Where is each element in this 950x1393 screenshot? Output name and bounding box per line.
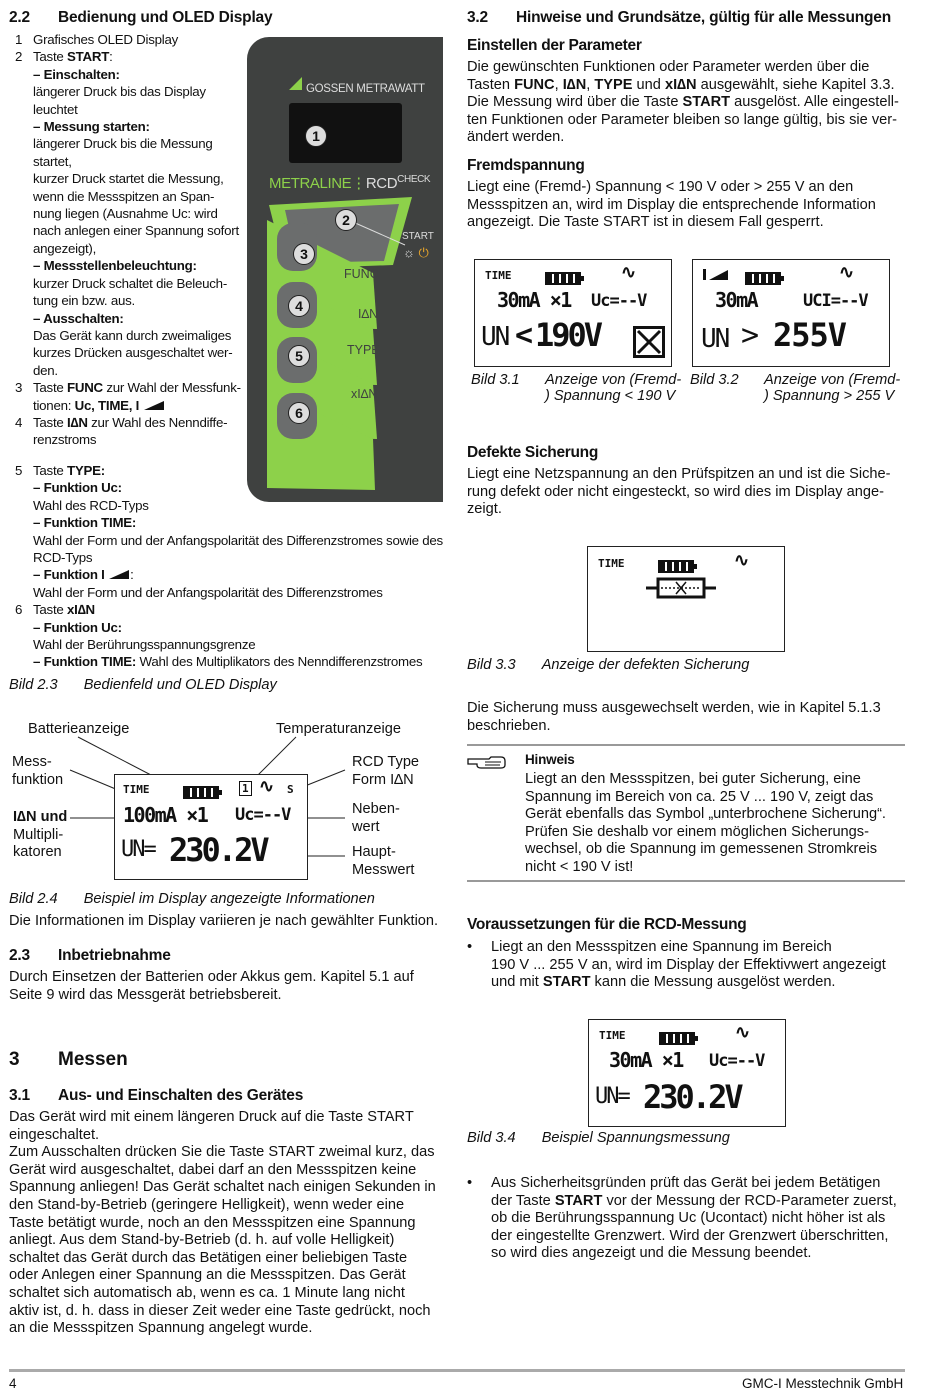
figure-text: ) Spannung < 190 V — [545, 388, 676, 404]
item-text: I∆N — [66, 414, 88, 430]
figure-text: Anzeige von (Fremd- — [545, 372, 682, 388]
item-text: – Funktion TIME: — [33, 654, 137, 670]
item-text: – Einschalten: — [33, 66, 120, 82]
subheading-parameters: Einstellen der Parameter — [467, 37, 642, 54]
paragraph-line: Liegt eine Netzspannung an den Prüfspitzen an und ist die Siche- — [467, 466, 891, 482]
paragraph-line: der eingestellte Grenzwert. Wird der Grenzwert überschritten, — [491, 1227, 889, 1244]
oled-display-3-2 — [692, 259, 890, 367]
oled-function: TIME — [123, 783, 150, 796]
item-text: kurzer Druck schaltet die Beleuch- — [33, 275, 227, 291]
oled-un: UN= — [121, 837, 155, 862]
item-number: 1 — [15, 32, 23, 47]
paragraph-line: schaltet das Gerät durch das Betätigen einer beliebigen Taste — [9, 1249, 408, 1266]
item-text: Uc, TIME, I — [74, 397, 140, 413]
label-idn — [13, 809, 67, 862]
oled-un: UN — [481, 322, 509, 352]
text: Tasten — [467, 76, 515, 93]
legend-item-3 — [9, 379, 244, 414]
figure-number: Bild 3.1 — [471, 372, 520, 388]
text: xI∆N — [664, 76, 697, 93]
item-text: nach anlegen einer Spannung sofort — [33, 223, 239, 239]
item-text: Wahl der Berührungsspannungsgrenze — [33, 637, 256, 653]
label-temperature: Temperaturanzeige — [276, 721, 401, 737]
item-text: Taste — [33, 380, 67, 396]
text: START — [554, 1192, 603, 1209]
subheading-voraussetzungen: Voraussetzungen für die RCD-Messung — [467, 916, 747, 933]
oled-main-value: 230.2V — [643, 1078, 741, 1116]
section-number: 2.3 — [9, 947, 30, 964]
item-text: – Messstellenbeleuchtung: — [33, 258, 197, 274]
paragraph-line: ob die Berührungsspannung Uc (Ucontact) nicht höher ist als — [491, 1210, 886, 1227]
paragraph-line: wechsel, ob die Spannung im gemessenen Stromkreis — [525, 841, 878, 858]
paragraph-line: Messspitzen an, wird im Display die entsprechende Information — [467, 196, 876, 213]
start-label: START — [402, 231, 434, 242]
paragraph-line: Spannung im Bereich von ca. 25 V ... 190 V, zeigt das — [525, 788, 874, 805]
oled-s: S — [287, 783, 294, 796]
oled-display-3-3 — [587, 546, 785, 652]
xidn-label: xI∆N — [351, 387, 378, 401]
section-number: 3 — [9, 1049, 20, 1070]
section-title: Messen — [58, 1049, 128, 1070]
item-text: nung liegen (Ausnahme Uc: wird — [33, 206, 218, 222]
product-label: $METRALINE⋮RCD^{CHECK}$ — [269, 174, 431, 192]
section-2-3-heading — [9, 947, 171, 965]
footer-company: GMC-I Messtechnik GmbH — [742, 1376, 904, 1391]
item-text: – Funktion TIME: — [33, 515, 137, 531]
paragraph-line: Prüfen Sie deshalb vor einem möglichen Sicherungs- — [525, 823, 869, 840]
oled-display-3-1 — [474, 259, 672, 367]
type-label: TYPE — [347, 343, 380, 357]
paragraph-line: Liegt an den Messspitzen eine Spannung im Bereich — [491, 939, 832, 955]
text: ausgelöst. Alle eingestell- — [730, 94, 899, 111]
paragraph-line: an die Messspitzen Spannung angelegt wurde. — [9, 1320, 313, 1337]
section-number: 3.1 — [9, 1087, 30, 1104]
paragraph-line: Spannung anliegen! Das Gerät schaltet nach einigen Sekunden in — [9, 1179, 436, 1196]
label-line: Multipli- — [13, 826, 64, 843]
sicherung-text — [467, 700, 881, 735]
item-number: 4 — [15, 414, 23, 430]
label-line: I∆N und — [13, 809, 68, 825]
oled-idn: 100mA ×1 — [123, 803, 208, 827]
item-text: renzstroms — [33, 432, 97, 448]
item-text: Wahl des Multiplikators des Nenndifferenzstromes — [136, 654, 423, 670]
battery-icon — [659, 1032, 695, 1045]
legend-item-6 — [9, 601, 449, 671]
paragraph-line: angezeigt. Die Taste START ist in diesem Fall gesperrt. — [467, 214, 824, 231]
item-text: wenn die Messspitzen an Span- — [33, 188, 215, 204]
item-number: 3 — [15, 380, 23, 396]
oled-greater-than: > — [741, 318, 760, 353]
item-text: zur Wahl der Messfunk- — [102, 380, 241, 396]
item-text: Taste START: — [33, 49, 113, 65]
power-icon: ⏻ — [418, 245, 429, 260]
label-main — [352, 844, 414, 879]
item-text: – Funktion Uc: — [33, 480, 122, 496]
section-title: Hinweise und Grundsätze, gültig für alle Messungen — [516, 9, 891, 26]
hint-title: Hinweis — [525, 752, 575, 767]
paragraph-line: ändert werden. — [467, 129, 565, 146]
item-text: Wahl des RCD-Typs — [33, 497, 149, 513]
section-3-1-text — [9, 1109, 436, 1338]
ramp-icon — [703, 267, 729, 281]
label-secondary — [352, 801, 400, 836]
section-3-2-heading — [467, 9, 891, 27]
text: vor der Messung der RCD-Parameter zuerst, — [602, 1192, 897, 1209]
oled-uc: Uc=--V — [709, 1051, 765, 1071]
item-text: TYPE: — [66, 463, 105, 478]
paragraph-line: Gerät wird ausgeschaltet, dabei darf an den Messspitzen keine — [9, 1161, 417, 1178]
legend-item-5: 5 Taste TYPE: – Funktion Uc: Wahl des RCD-Typs – Funktion TIME: Wahl der Form und der Anfangspolarität des Differenzstromes sowie des RCD-Typs – Funktion I : Wahl der Form und der Anfangspolarität des Differenzstromes — [9, 462, 449, 601]
text: TYPE — [594, 76, 633, 93]
item-text: Grafisches OLED Display — [33, 32, 178, 47]
product-name: METRALINE — [269, 175, 352, 192]
callout-3: 3 — [293, 243, 315, 265]
paragraph-line: oder Anlegen einer Spannung an die Messspitzen. Das Gerät — [9, 1267, 406, 1284]
item-text: xI∆N — [66, 602, 95, 618]
item-text: kurzer Druck startet die Messung, — [33, 171, 224, 187]
text: , — [554, 76, 563, 93]
item-text: – Funktion Uc: — [33, 619, 122, 635]
oled-function: TIME — [485, 269, 512, 282]
section-3-1-heading — [9, 1087, 303, 1105]
paragraph-line: 190 V ... 255 V an, wird im Display der Effektivwert angezeigt — [491, 956, 886, 973]
ac-wave-icon: ∿ — [839, 262, 855, 283]
oled-uc: Uc=--V — [591, 291, 647, 311]
text: kann die Messung ausgelöst werden. — [590, 974, 836, 991]
oled-display-2-4 — [114, 774, 308, 880]
label-line: katoren — [13, 844, 62, 861]
figure-text: ) Spannung > 255 V — [764, 388, 895, 404]
paragraph-line: Seite 9 wird das Messgerät betriebsbereit. — [9, 986, 282, 1003]
section-number: 2.2 — [9, 9, 30, 26]
item-text: tung ein bzw. aus. — [33, 293, 135, 309]
paragraph-line: aktiv ist, d. h. dass in dieser Zeit weder eine Taste gedrückt, noch — [9, 1302, 431, 1319]
chapter-3-heading — [9, 1049, 128, 1071]
oled-idn: 30mA — [715, 288, 758, 312]
item-text: zur Wahl des Nenndiffe- — [87, 414, 228, 430]
legend-item-2 — [9, 48, 244, 379]
oled-less-than: < — [515, 318, 534, 353]
func-label: FUNC — [344, 267, 379, 281]
brand-label: GOSSEN METRAWATT — [306, 83, 425, 95]
paragraph-line: schaltet sich automatisch ab, wenn es ca. 1 Minute lang nicht — [9, 1284, 405, 1301]
paragraph-line: Das Gerät wird mit einem längeren Druck auf die Taste START — [9, 1109, 414, 1125]
paragraph-line: Zum Ausschalten drücken Sie die Taste START zweimal kurz, das — [9, 1144, 435, 1161]
oled-display-3-4 — [588, 1019, 786, 1127]
item-text: tionen: — [33, 397, 75, 413]
item-text: kurzes Drücken ausgeschaltet wer- — [33, 345, 233, 361]
item-text: Das Gerät kann durch zweimaliges — [33, 327, 232, 343]
figure-number: Bild 2.3 — [9, 677, 58, 693]
bullet: • — [467, 1175, 473, 1191]
bullet: • — [467, 939, 473, 955]
label-line: Form I∆N — [352, 771, 414, 788]
paragraph-line: nicht < 190 V ist! — [525, 858, 634, 875]
item-text: angezeigt), — [33, 240, 97, 256]
item-text: längerer Druck bis das Display — [33, 84, 206, 100]
oled-uci: UCI=--V — [803, 291, 868, 311]
ac-wave-icon: ∿ — [735, 1022, 751, 1043]
text: START — [682, 94, 731, 111]
oled-function: TIME — [598, 557, 625, 570]
label-line: Neben- — [352, 801, 400, 817]
figure-number: Bild 3.3 — [467, 657, 516, 673]
text: und mit — [491, 974, 543, 991]
text: der Taste — [491, 1192, 555, 1209]
page-number: 4 — [9, 1376, 17, 1391]
figure-text: Anzeige der defekten Sicherung — [541, 657, 750, 673]
section-title: Bedienung und OLED Display — [58, 9, 273, 26]
text: START — [542, 974, 591, 991]
legend-item-4 — [9, 414, 244, 449]
figure-number: Bild 2.4 — [9, 891, 58, 907]
voraussetzung-bullet-2 — [467, 1175, 912, 1263]
item-text: Taste — [33, 602, 67, 618]
label-line: wert — [352, 818, 380, 835]
item-text: den. — [33, 362, 58, 378]
figure-text: Anzeige von (Fremd- — [764, 372, 901, 388]
paragraph-line: Gerät ebenfalls das Symbol „unterbrochene Sicherung“. — [525, 806, 886, 823]
callout-5: 5 — [288, 345, 310, 367]
paragraph-line: so wird dies angezeigt und die Messung beendet. — [491, 1245, 812, 1262]
paragraph-line: anliegt. Aus dem Stand-by-Betrieb (d. h. auf volle Helligkeit) — [9, 1232, 395, 1249]
battery-icon — [745, 272, 781, 285]
label-rcd-type — [352, 754, 419, 789]
section-number: 3.2 — [467, 9, 488, 26]
oled-uc: Uc=--V — [235, 805, 291, 825]
figure-text: Bedienfeld und OLED Display — [83, 677, 277, 693]
figure-caption-3-3 — [467, 657, 749, 673]
callout-2: 2 — [335, 209, 357, 231]
item-number: 5 — [15, 463, 23, 478]
device-control-panel — [247, 37, 443, 502]
subheading-defekte-sicherung: Defekte Sicherung — [467, 444, 598, 461]
paragraph-line: zeigt. — [467, 501, 502, 518]
hint-text — [525, 771, 905, 877]
paragraph-line: Aus Sicherheitsgründen prüft das Gerät bei jedem Betätigen — [491, 1175, 881, 1191]
section-title: Inbetriebnahme — [58, 947, 171, 964]
oled-main-value: 255V — [773, 316, 847, 354]
paragraph-line: den Stand-by-Betrieb (geringere Helligkeit), wenn weder eine — [9, 1196, 405, 1213]
text: , — [586, 76, 595, 93]
oled-un: UN — [701, 324, 729, 354]
hint-box — [467, 744, 905, 882]
item-number: 2 — [15, 49, 23, 65]
subheading-fremdspannung: Fremdspannung — [467, 157, 585, 174]
defekte-sicherung-text — [467, 466, 891, 519]
fremdspannung-text — [467, 179, 876, 232]
callout-4: 4 — [288, 295, 310, 317]
label-line: Messwert — [352, 861, 415, 878]
legend-item-1 — [9, 31, 244, 48]
paragraph-line: Die gewünschten Funktionen oder Parameter werden über die — [467, 59, 870, 75]
figure-caption-2-3 — [9, 677, 277, 693]
text: ausgewählt, siehe Kapitel 3.3. — [696, 76, 895, 93]
figure-text: Beispiel im Display angezeigte Informationen — [83, 891, 375, 907]
paragraph-line: ten Funktionen oder Parameter bleiben so lange gültig, bis sie ver- — [467, 111, 897, 128]
start-icons[interactable] — [403, 245, 429, 261]
oled-idn: 30mA ×1 — [609, 1048, 683, 1072]
ramp-icon — [143, 400, 165, 411]
figure-caption-3-4 — [467, 1130, 730, 1146]
figure-caption-2-4 — [9, 891, 375, 907]
item-number: 6 — [15, 602, 23, 618]
text: I∆N — [562, 76, 587, 93]
paragraph-line: rung defekt oder nicht eingesteckt, so wird dies im Display ange- — [467, 483, 884, 500]
paragraph-line: Liegt eine (Fremd-) Spannung < 190 V oder > 255 V an den — [467, 179, 854, 195]
label-line: Haupt- — [352, 844, 396, 860]
item-text: Wahl der Form und der Anfangspolarität des Differenzstromes sowie des — [33, 532, 443, 548]
oled-un: UN= — [595, 1084, 629, 1109]
oled-main-value: 230.2V — [169, 831, 267, 869]
figure-number: Bild 3.2 — [690, 372, 739, 388]
paragraph-line: Liegt an den Messspitzen, bei guter Sicherung, eine — [525, 771, 861, 787]
item-text: Taste — [33, 414, 67, 430]
figure-number: Bild 3.4 — [467, 1130, 516, 1146]
callout-1: 1 — [305, 125, 327, 147]
figure-text: Beispiel Spannungsmessung — [541, 1130, 730, 1146]
pointing-hand-icon — [467, 754, 507, 770]
light-icon: ☼ — [403, 245, 415, 260]
section-title: Aus- und Einschalten des Gerätes — [58, 1087, 304, 1104]
item-text: startet, — [33, 153, 72, 169]
oled-function: TIME — [599, 1029, 626, 1042]
label-line: Mess- — [12, 754, 52, 770]
paragraph-line: beschrieben. — [467, 717, 551, 734]
callout-6: 6 — [288, 402, 310, 424]
paragraph-line: eingeschaltet. — [9, 1126, 100, 1143]
parameters-text — [467, 59, 912, 147]
paragraph-line: Die Sicherung muss ausgewechselt werden, wie in Kapitel 5.1.3 — [467, 700, 881, 716]
paragraph-line: Taste betätigt wurde, noch an den Messspitzen eine Spannung — [9, 1214, 416, 1231]
label-line: funktion — [12, 771, 64, 788]
section-2-3-text — [9, 969, 414, 1004]
ac-wave-icon: ∿ — [734, 550, 750, 571]
battery-icon — [545, 272, 581, 285]
broken-fuse-icon — [646, 575, 716, 601]
item-text: – Funktion I — [33, 567, 105, 583]
temperature-icon: 1 — [239, 781, 252, 796]
item-text: RCD-Typs — [33, 550, 93, 566]
ramp-icon — [108, 569, 130, 580]
section-2-2-heading — [9, 9, 272, 27]
label-battery: Batterieanzeige — [28, 721, 130, 737]
legend-list — [9, 31, 244, 449]
product-check: CHECK — [397, 174, 431, 185]
item-text: leuchtet — [33, 101, 78, 117]
label-line: RCD Type — [352, 754, 420, 770]
ac-wave-icon: ∿ — [621, 262, 637, 283]
text: FUNC — [514, 76, 555, 93]
oled-idn: 30mA ×1 — [497, 288, 571, 312]
label-function — [12, 754, 63, 789]
footer-rule — [9, 1369, 905, 1372]
oled-main-value: 190V — [535, 316, 601, 354]
voraussetzung-bullet-1 — [467, 939, 912, 992]
item-text: Wahl der Form und der Anfangspolarität des Differenzstromes — [33, 584, 383, 600]
item-text: – Ausschalten: — [33, 310, 124, 326]
item-text: – Messung starten: — [33, 119, 150, 135]
text: Die Messung wird über die Taste — [467, 94, 683, 111]
ac-wave-icon: ∿ — [259, 776, 275, 797]
battery-icon — [183, 786, 219, 799]
text: und — [632, 76, 665, 93]
item-text: Taste — [33, 463, 67, 478]
invalid-cross-icon — [633, 326, 665, 358]
item-text: FUNC — [66, 380, 103, 396]
item-text: längerer Druck bis die Messung — [33, 136, 213, 152]
idn-label: I∆N — [358, 307, 379, 321]
battery-icon — [658, 560, 694, 573]
product-rcd: RCD — [365, 175, 398, 192]
paragraph-line: Durch Einsetzen der Batterien oder Akkus gem. Kapitel 5.1 auf — [9, 969, 414, 985]
display-note: Die Informationen im Display variieren je nach gewählter Funktion. — [9, 913, 439, 929]
